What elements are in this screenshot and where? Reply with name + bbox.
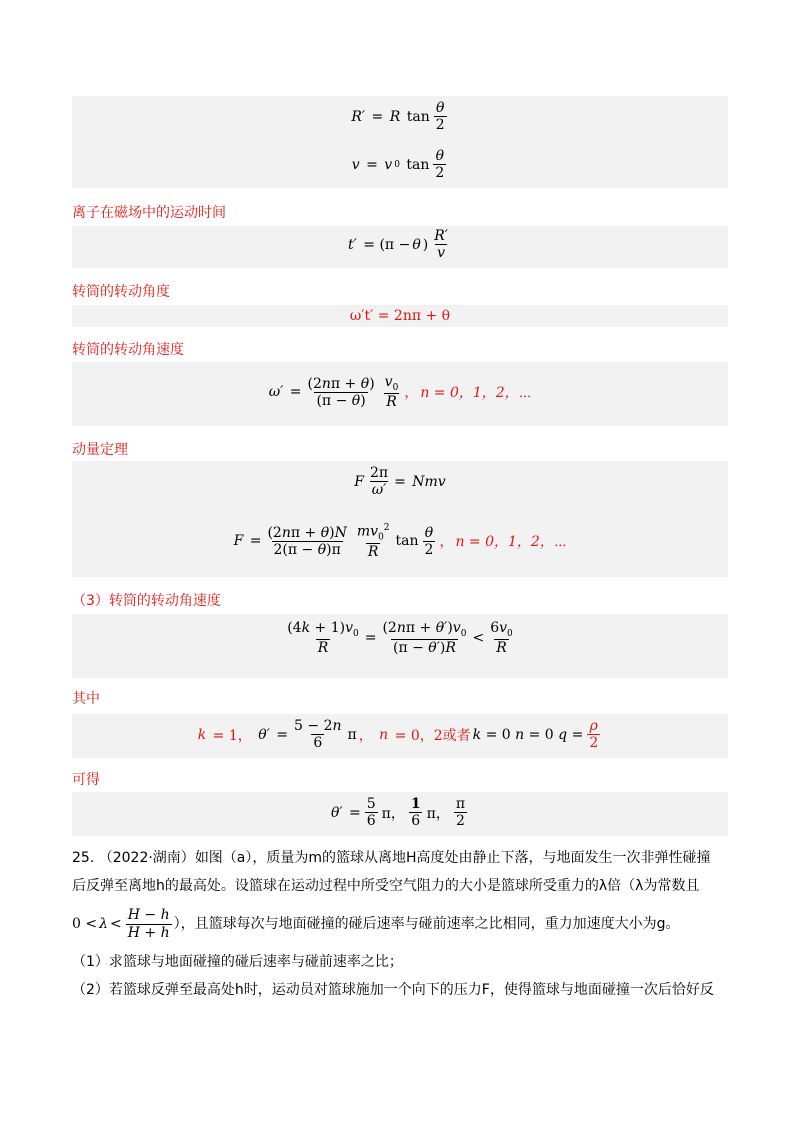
question-line-3 [72,900,732,948]
heading-part3: （3）转筒的转动角速度 [72,593,221,609]
heading-momentum-theorem: 动量定理 [72,442,128,458]
question-25 [72,844,732,1004]
question-part-2: （2）若篮球反弹至最高处h时，运动员对篮球施加一个向下的压力F，使得篮球与地面碰撞一次后恰好反 [72,982,714,998]
solution-box-omega [72,362,728,426]
equation-part3: $\frac{(4k + 1)v_0}{R}$ = $\frac{(2n\pi + \theta')v_0}{(\pi - \theta')R}$ < $\frac{6v_0}{R}$ [287,620,513,657]
question-source: （2022·湖南） [98,850,195,866]
heading-angular-velocity: 转筒的转动角速度 [72,342,184,358]
lambda-condition: 0 < λ < $\frac{H - h}{H + h}$ [72,907,170,941]
solution-box-angle [72,305,728,327]
solution-box-radius-velocity [72,96,728,188]
heading-where: 其中 [72,691,100,707]
equation-r-prime: R′ = R tan $\frac{\theta}{2}$ [351,100,445,134]
question-text-1: 如图（a），质量为m的篮球从离地H高度处由静止下落，与地面发生一次非弹性碰撞 [194,850,711,866]
heading-result: 可得 [72,772,100,788]
question-number: 25. [72,850,95,866]
n-values-label-2: n = 0，1，2，⋯ [455,534,567,551]
solution-box-where [72,714,728,758]
question-text-3: ），且篮球每次与地面碰撞的碰后速率与碰前速率之比相同，重力加速度大小为g。 [173,916,680,932]
question-part-1: （1）求篮球与地面碰撞的碰后速率与碰前速率之比； [72,954,403,970]
equation-angle: ω′t′ = 2nπ + θ [349,308,451,324]
equation-omega: ω′ = $\frac{(2n\pi + \theta)}{(\pi - \theta)}$ $\frac{v_0}{R}$ ， n = 0，1，2，⋯ [268,374,532,411]
equation-v: v = v 0 tan $\frac{\theta}{2}$ [351,148,445,182]
solution-box-result [72,792,728,836]
heading-motion-time: 离子在磁场中的运动时间 [72,205,226,221]
n-values-label: n = 0，1，2，⋯ [420,385,532,402]
equation-t-prime: t′ = (π − θ ) $\frac{R'}{v}$ [348,228,448,262]
solution-box-part3 [72,614,728,678]
question-line-2: 后反弹至离地h的最高处。设篮球在运动过程中所受空气阻力的大小是篮球所受重力的λ倍（λ为常数且 [72,878,700,894]
heading-rotation-angle: 转筒的转动角度 [72,284,170,300]
equation-f1: F $\frac{2\pi}{\omega'}$ = Nmv [354,465,446,499]
equation-f2: F = $\frac{(2n\pi + \theta)N}{2(\pi - \theta)\pi}$ $\frac{mv_0^2}{R}$ tan $\frac{\theta}{2}$ ， n = 0，1，2，⋯ [233,523,567,560]
solution-box-time [72,226,728,268]
equation-result: θ′ = $\frac{5}{6}$ π， $\frac{1}{6}$ π， $\frac{\pi}{2}$ [330,796,466,830]
question-line-1 [72,844,732,872]
equation-where: k = 1， θ′ = $\frac{5 - 2n}{6}$ π ， n = 0，2或者 k = 0 n = 0 q = $\frac{\rho}{2}$ [197,718,599,752]
solution-box-momentum [72,461,728,577]
